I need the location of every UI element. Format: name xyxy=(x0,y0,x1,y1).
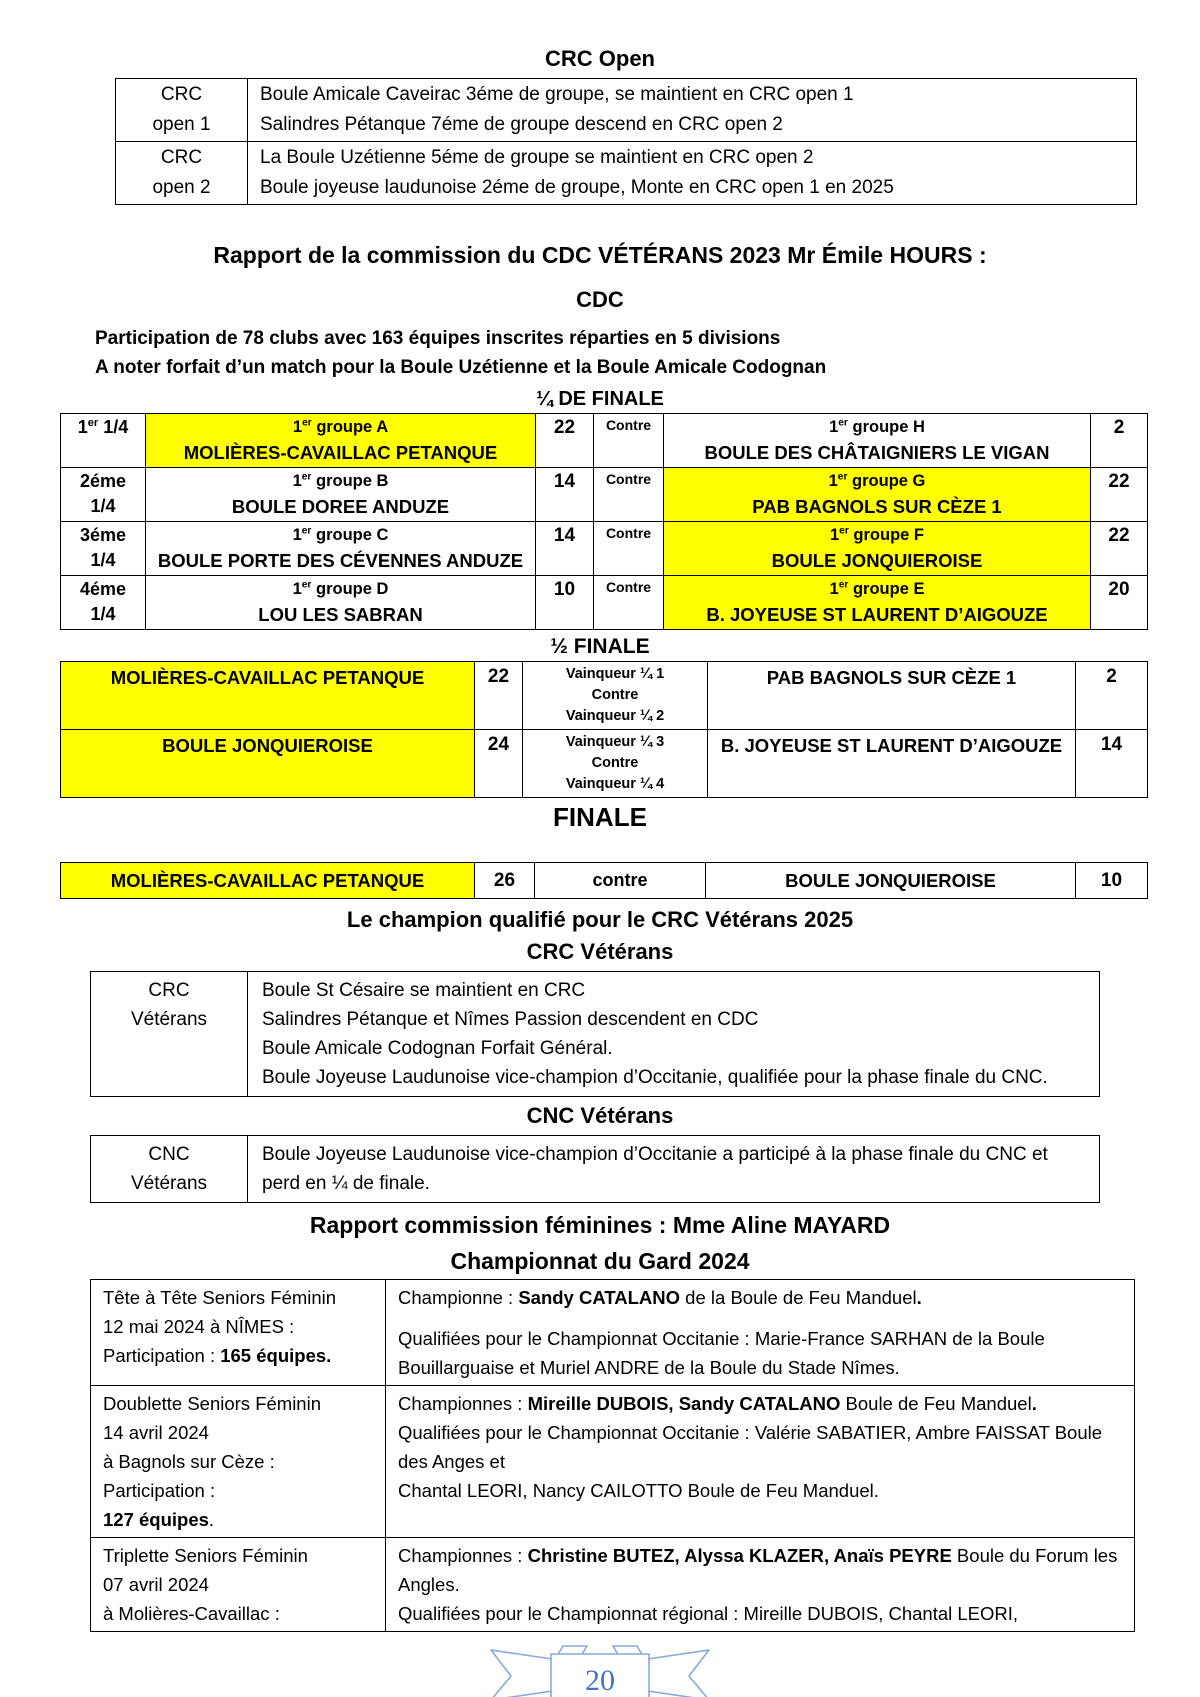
text-segment: Doublette Seniors Féminin xyxy=(103,1393,321,1414)
ordinal-superscript: er xyxy=(301,525,312,537)
text-segment: Participation : xyxy=(103,1480,216,1501)
crc-veterans-table xyxy=(90,971,1100,1097)
team-name: MOLIÈRES-CAVAILLAC PETANQUE xyxy=(183,442,498,463)
ordinal-superscript: er xyxy=(301,579,312,591)
cdc-title: CDC xyxy=(576,287,624,312)
gard-championship-title: Championnat du Gard 2024 xyxy=(450,1248,750,1274)
semifinals-title: ½ FINALE xyxy=(550,635,650,658)
crc-veterans-title: CRC Vétérans xyxy=(526,939,674,964)
score-b-cell: 22 xyxy=(1091,522,1148,576)
table-row xyxy=(91,1386,1135,1538)
quarterfinals-table xyxy=(60,413,1148,630)
team-name: BOULE JONQUIEROISE xyxy=(785,870,996,891)
text-segment: Championne : xyxy=(398,1287,519,1308)
ordinal-superscript: er xyxy=(838,417,848,429)
table-row xyxy=(61,414,1148,468)
division-detail-cell: Boule St Césaire se maintient en CRC Salindres Pétanque et Nîmes Passion descendent en CDC Boule Amicale Codognan Forfait Général. Boule Joyeuse Laudunoise vice-champion d’Occitanie, qualifiée pour la phase finale du CNC. xyxy=(248,972,1100,1097)
match-number-cell: 1er 1/4 xyxy=(61,414,146,468)
team-b-cell: 1er groupe H BOULE DES CHÂTAIGNIERS LE VIGAN xyxy=(664,414,1091,468)
table-row xyxy=(61,468,1148,522)
ordinal-superscript: er xyxy=(301,471,312,483)
ordinal-superscript: er xyxy=(838,579,849,591)
team-b-cell: 1er groupe G PAB BAGNOLS SUR CÈZE 1 xyxy=(664,468,1091,522)
text-segment: 127 équipes xyxy=(103,1509,209,1530)
page-number-ribbon xyxy=(485,1640,715,1697)
ribbon-left-wing xyxy=(491,1650,559,1697)
table-row xyxy=(61,730,1148,798)
table-row xyxy=(61,576,1148,630)
score-b-cell: 2 xyxy=(1076,662,1148,730)
event-cell xyxy=(91,1280,386,1386)
text-segment: . xyxy=(1031,1393,1037,1414)
team-a-cell: 1er groupe B BOULE DOREE ANDUZE xyxy=(146,468,536,522)
ordinal-superscript: er xyxy=(87,417,99,429)
table-row xyxy=(61,522,1148,576)
results-cell xyxy=(386,1280,1135,1386)
team-a-cell xyxy=(61,730,475,798)
cnc-veterans-title: CNC Vétérans xyxy=(526,1103,674,1128)
score-a-cell: 14 xyxy=(536,468,594,522)
team-a-cell: 1er groupe D LOU LES SABRAN xyxy=(146,576,536,630)
quarterfinals-title: ¼ DE FINALE xyxy=(536,388,664,410)
team-name: LOU LES SABRAN xyxy=(258,604,423,625)
team-name: BOULE DES CHÂTAIGNIERS LE VIGAN xyxy=(704,442,1050,463)
score-b-cell: 14 xyxy=(1076,730,1148,798)
team-b-cell: 1er groupe F BOULE JONQUIEROISE xyxy=(664,522,1091,576)
text-segment: Mireille DUBOIS, Sandy CATALANO xyxy=(527,1393,841,1414)
feminines-title: Rapport commission féminines : Mme Aline MAYARD xyxy=(309,1212,891,1238)
score-b-cell: 20 xyxy=(1091,576,1148,630)
versus-cell: Vainqueur ¼ 3 Contre Vainqueur ¼ 4 xyxy=(523,730,708,798)
score-b-cell: 10 xyxy=(1076,863,1148,899)
team-a-cell xyxy=(61,863,475,899)
team-name: B. JOYEUSE ST LAURENT D’AIGOUZE xyxy=(720,735,1063,756)
team-name: MOLIÈRES-CAVAILLAC PETANQUE xyxy=(110,667,425,688)
table-row xyxy=(116,142,1137,205)
match-number-cell: 3éme 1/4 xyxy=(61,522,146,576)
text-segment: Championnes : xyxy=(398,1545,528,1566)
team-name: BOULE PORTE DES CÉVENNES ANDUZE xyxy=(157,550,524,571)
team-name: PAB BAGNOLS SUR CÈZE 1 xyxy=(752,496,1002,517)
score-b-cell: 22 xyxy=(1091,468,1148,522)
feminines-table xyxy=(90,1279,1135,1632)
team-name: BOULE DOREE ANDUZE xyxy=(231,496,450,517)
division-detail-cell: Boule Amicale Caveirac 3éme de groupe, se maintient en CRC open 1 Salindres Pétanque 7éme de groupe descend en CRC open 2 xyxy=(248,79,1137,142)
event-cell xyxy=(91,1538,386,1632)
text-segment: . xyxy=(208,1509,215,1530)
division-detail-cell: Boule Joyeuse Laudunoise vice-champion d’Occitanie a participé à la phase finale du CNC et perd en ¼ de finale. xyxy=(248,1136,1100,1203)
text-segment: Qualifiées pour le Championnat Occitanie : Valérie SABATIER, Ambre FAISSAT Boule des Anges et xyxy=(398,1422,1103,1472)
ordinal-superscript: er xyxy=(837,471,848,483)
division-label-cell: CNC Vétérans xyxy=(91,1136,248,1203)
division-label-cell: CRC open 2 xyxy=(116,142,248,205)
ordinal-superscript: er xyxy=(302,417,312,429)
ordinal-superscript: er xyxy=(839,525,849,537)
team-a-cell: 1er groupe C BOULE PORTE DES CÉVENNES ANDUZE xyxy=(146,522,536,576)
versus-cell: Contre xyxy=(594,522,664,576)
text-segment: 12 mai 2024 à NÎMES : xyxy=(103,1316,295,1337)
semifinals-table xyxy=(60,661,1148,798)
table-row xyxy=(91,972,1100,1097)
match-number-cell: 2éme 1/4 xyxy=(61,468,146,522)
crc-open-title: CRC Open xyxy=(545,46,655,71)
ribbon-right-wing xyxy=(641,1650,709,1697)
page-number: 20 xyxy=(585,1664,615,1697)
text-segment: 165 équipes. xyxy=(220,1345,332,1366)
team-name: BOULE JONQUIEROISE xyxy=(162,735,373,756)
text-segment: à Molières-Cavaillac : xyxy=(103,1603,280,1624)
team-b-cell xyxy=(708,662,1076,730)
text-segment: Boule du Forum les Angles. xyxy=(398,1545,1118,1595)
text-segment: 07 avril 2024 xyxy=(103,1574,209,1595)
final-title: FINALE xyxy=(553,802,647,832)
table-row xyxy=(116,79,1137,142)
score-a-cell: 26 xyxy=(475,863,535,899)
event-cell xyxy=(91,1386,386,1538)
score-a-cell: 14 xyxy=(536,522,594,576)
text-segment: 14 avril 2024 xyxy=(103,1422,209,1443)
score-b-cell: 2 xyxy=(1091,414,1148,468)
final-table xyxy=(60,862,1148,899)
champion-heading: Le champion qualifié pour le CRC Vétérans 2025 xyxy=(346,907,854,932)
text-segment: Qualifiées pour le Championnat Occitanie : Marie-France SARHAN de la Boule Bouillarguaise et Muriel ANDRE de la Boule du Stade Nîmes. xyxy=(398,1328,1045,1378)
results-cell xyxy=(386,1386,1135,1538)
table-row xyxy=(91,1280,1135,1386)
team-name: MOLIÈRES-CAVAILLAC PETANQUE xyxy=(110,870,425,891)
text-segment: Qualifiées pour le Championnat régional : Mireille DUBOIS, Chantal LEORI, xyxy=(398,1603,1019,1624)
division-label-cell: CRC Vétérans xyxy=(91,972,248,1097)
text-segment: Tête à Tête Seniors Féminin xyxy=(103,1287,337,1308)
text-segment: Participation : xyxy=(103,1345,221,1366)
table-row xyxy=(61,662,1148,730)
cnc-veterans-table xyxy=(90,1135,1100,1203)
text-segment: de la Boule de Feu Manduel xyxy=(680,1287,917,1308)
crc-open-table xyxy=(115,78,1137,205)
team-a-cell xyxy=(61,662,475,730)
table-row xyxy=(61,863,1148,899)
results-cell xyxy=(386,1538,1135,1632)
text-segment: . xyxy=(916,1287,922,1308)
division-detail-cell: La Boule Uzétienne 5éme de groupe se maintient en CRC open 2 Boule joyeuse laudunoise 2éme de groupe, Monte en CRC open 1 en 2025 xyxy=(248,142,1137,205)
text-segment: Triplette Seniors Féminin xyxy=(103,1545,308,1566)
versus-cell: Contre xyxy=(594,468,664,522)
team-b-cell xyxy=(706,863,1076,899)
text-segment: Sandy CATALANO xyxy=(518,1287,681,1308)
versus-cell: Vainqueur ¼ 1 Contre Vainqueur ¼ 2 xyxy=(523,662,708,730)
table-row xyxy=(91,1136,1100,1203)
match-number-cell: 4éme 1/4 xyxy=(61,576,146,630)
score-a-cell: 22 xyxy=(475,662,523,730)
score-a-cell: 10 xyxy=(536,576,594,630)
text-segment: Chantal LEORI, Nancy CAILOTTO Boule de Feu Manduel. xyxy=(398,1480,879,1501)
score-a-cell: 22 xyxy=(536,414,594,468)
text-segment: Boule de Feu Manduel xyxy=(840,1393,1032,1414)
cdc-report-title: Rapport de la commission du CDC VÉTÉRANS 2023 Mr Émile HOURS : xyxy=(213,242,987,268)
cdc-note-line: A noter forfait d’un match pour la Boule Uzétienne et la Boule Amicale Codognan xyxy=(95,357,827,378)
score-a-cell: 24 xyxy=(475,730,523,798)
cdc-participation-line: Participation de 78 clubs avec 163 équipes inscrites réparties en 5 divisions xyxy=(95,328,781,349)
versus-cell: contre xyxy=(535,863,706,899)
team-name: BOULE JONQUIEROISE xyxy=(771,550,983,571)
team-name: PAB BAGNOLS SUR CÈZE 1 xyxy=(766,667,1017,688)
text-segment: Christine BUTEZ, Alyssa KLAZER, Anaïs PEYRE xyxy=(527,1545,952,1566)
text-segment: à Bagnols sur Cèze : xyxy=(103,1451,275,1472)
ribbon-banner-icon xyxy=(485,1640,715,1697)
table-row xyxy=(91,1538,1135,1632)
division-label-cell: CRC open 1 xyxy=(116,79,248,142)
team-name: B. JOYEUSE ST LAURENT D’AIGOUZE xyxy=(706,604,1048,625)
text-segment: Championnes : xyxy=(398,1393,528,1414)
versus-cell: Contre xyxy=(594,576,664,630)
team-b-cell: 1er groupe E B. JOYEUSE ST LAURENT D’AIGOUZE xyxy=(664,576,1091,630)
versus-cell: Contre xyxy=(594,414,664,468)
team-a-cell: 1er groupe A MOLIÈRES-CAVAILLAC PETANQUE xyxy=(146,414,536,468)
team-b-cell xyxy=(708,730,1076,798)
